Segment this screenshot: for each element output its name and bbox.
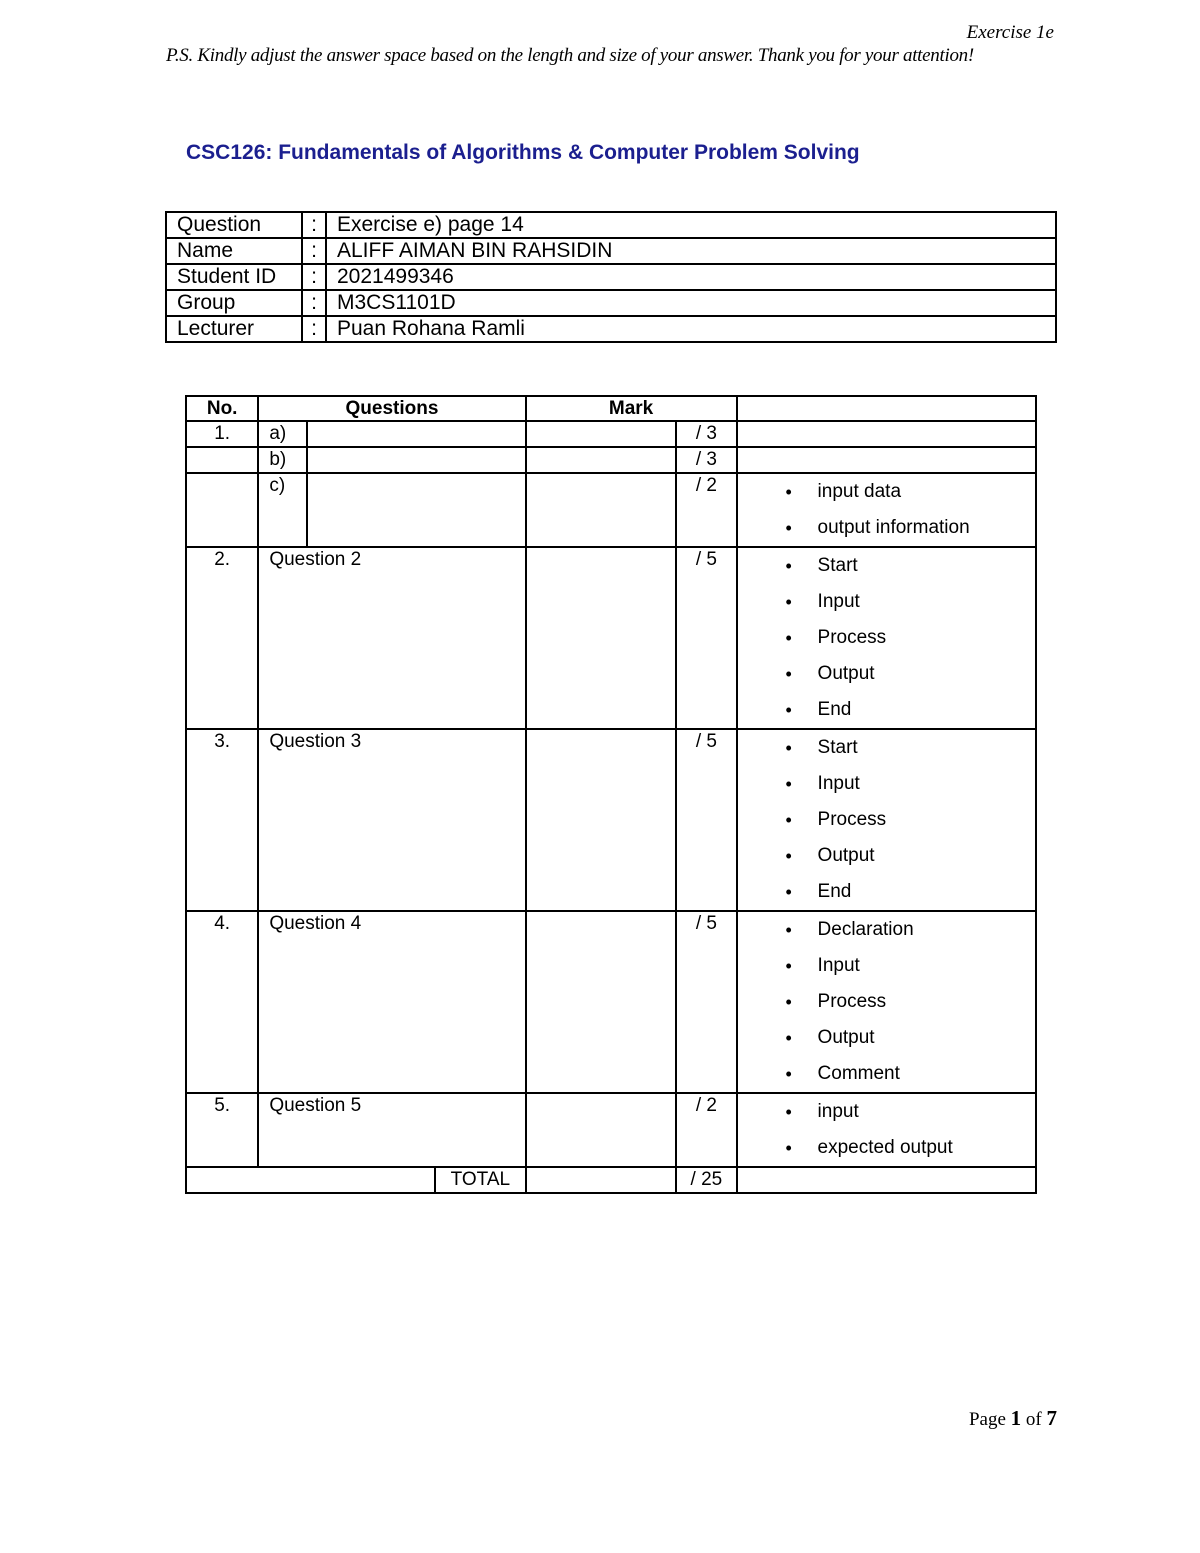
total-row (186, 1167, 1036, 1193)
subquestion-label: c) (258, 473, 306, 547)
score-cell (526, 547, 677, 729)
mark-value: / 5 (676, 911, 736, 1093)
score-cell (526, 421, 677, 447)
list-item: • Start (738, 548, 1035, 584)
list-item: • Input (738, 948, 1035, 984)
exercise-label: Exercise 1e (966, 22, 1054, 43)
remarks-cell (737, 911, 1036, 1093)
score-cell (526, 729, 677, 911)
table-row (186, 1093, 1036, 1167)
remarks-cell (737, 421, 1036, 447)
header-questions: Questions (258, 396, 525, 421)
question-number: 1. (186, 421, 258, 447)
score-cell (526, 1167, 677, 1193)
remarks-cell (737, 547, 1036, 729)
remarks-cell (737, 1167, 1036, 1193)
header-no: No. (186, 396, 258, 421)
score-cell (526, 1093, 677, 1167)
question-label: Question 3 (258, 729, 525, 911)
mark-value: / 2 (676, 1093, 736, 1167)
list-item: • Input (738, 766, 1035, 802)
list-item: • output information (738, 510, 1035, 546)
score-cell (526, 911, 677, 1093)
header-remarks (737, 396, 1036, 421)
info-label: Question (166, 212, 302, 238)
info-label: Student ID (166, 264, 302, 290)
list-item: • Process (738, 802, 1035, 838)
info-colon: : (302, 212, 326, 238)
list-item: • expected output (738, 1130, 1035, 1166)
info-value: Puan Rohana Ramli (326, 316, 1056, 342)
info-row-name (166, 238, 1056, 264)
table-row (186, 911, 1036, 1093)
info-label: Lecturer (166, 316, 302, 342)
question-number: 2. (186, 547, 258, 729)
question-number (186, 473, 258, 547)
question-number: 3. (186, 729, 258, 911)
page-total: 7 (1046, 1406, 1057, 1430)
question-label: Question 2 (258, 547, 525, 729)
score-cell (526, 447, 677, 473)
remarks-cell (737, 729, 1036, 911)
info-colon: : (302, 264, 326, 290)
list-item: • End (738, 692, 1035, 728)
list-item: • Comment (738, 1056, 1035, 1092)
info-colon: : (302, 290, 326, 316)
info-value: Exercise e) page 14 (326, 212, 1056, 238)
info-label: Name (166, 238, 302, 264)
answer-cell (307, 447, 526, 473)
list-item: • Output (738, 1020, 1035, 1056)
info-value: ALIFF AIMAN BIN RAHSIDIN (326, 238, 1056, 264)
mark-value: / 3 (676, 447, 736, 473)
page-number (969, 1406, 1057, 1431)
question-label: Question 4 (258, 911, 525, 1093)
list-item: • input data (738, 474, 1035, 510)
table-row (186, 473, 1036, 547)
table-row (186, 421, 1036, 447)
question-number: 5. (186, 1093, 258, 1167)
table-row (186, 729, 1036, 911)
subquestion-label: b) (258, 447, 306, 473)
instruction-note: P.S. Kindly adjust the answer space based on the length and size of your answer. Thank you for your attention! (166, 45, 974, 66)
info-value: M3CS1101D (326, 290, 1056, 316)
list-item: • Output (738, 656, 1035, 692)
list-item: • input (738, 1094, 1035, 1130)
list-item: • Output (738, 838, 1035, 874)
question-label: Question 5 (258, 1093, 525, 1167)
total-mark: / 25 (676, 1167, 736, 1193)
info-colon: : (302, 238, 326, 264)
mark-value: / 5 (676, 729, 736, 911)
info-label: Group (166, 290, 302, 316)
header-mark: Mark (526, 396, 737, 421)
table-row (186, 447, 1036, 473)
page-word: Page (968, 1409, 1006, 1430)
mark-value: / 5 (676, 547, 736, 729)
table-row (186, 547, 1036, 729)
student-info-table (165, 211, 1057, 343)
list-item: • Start (738, 730, 1035, 766)
page-of: of (1025, 1409, 1042, 1430)
marks-header-row (186, 396, 1036, 421)
answer-cell (307, 473, 526, 547)
course-title: CSC126: Fundamentals of Algorithms & Computer Problem Solving (186, 141, 860, 164)
info-row-student-id (166, 264, 1056, 290)
score-cell (526, 473, 677, 547)
marks-table (185, 395, 1037, 1194)
page-current: 1 (1010, 1406, 1022, 1430)
list-item: • Process (738, 620, 1035, 656)
info-row-question (166, 212, 1056, 238)
question-number: 4. (186, 911, 258, 1093)
info-colon: : (302, 316, 326, 342)
list-item: • Input (738, 584, 1035, 620)
total-blank (186, 1167, 435, 1193)
answer-cell (307, 421, 526, 447)
remarks-cell (737, 473, 1036, 547)
list-item: • Declaration (738, 912, 1035, 948)
list-item: • Process (738, 984, 1035, 1020)
remarks-cell (737, 447, 1036, 473)
remarks-cell (737, 1093, 1036, 1167)
mark-value: / 2 (676, 473, 736, 547)
list-item: • End (738, 874, 1035, 910)
total-label: TOTAL (435, 1167, 525, 1193)
subquestion-label: a) (258, 421, 306, 447)
info-value: 2021499346 (326, 264, 1056, 290)
mark-value: / 3 (676, 421, 736, 447)
question-number (186, 447, 258, 473)
info-row-lecturer (166, 316, 1056, 342)
info-row-group (166, 290, 1056, 316)
